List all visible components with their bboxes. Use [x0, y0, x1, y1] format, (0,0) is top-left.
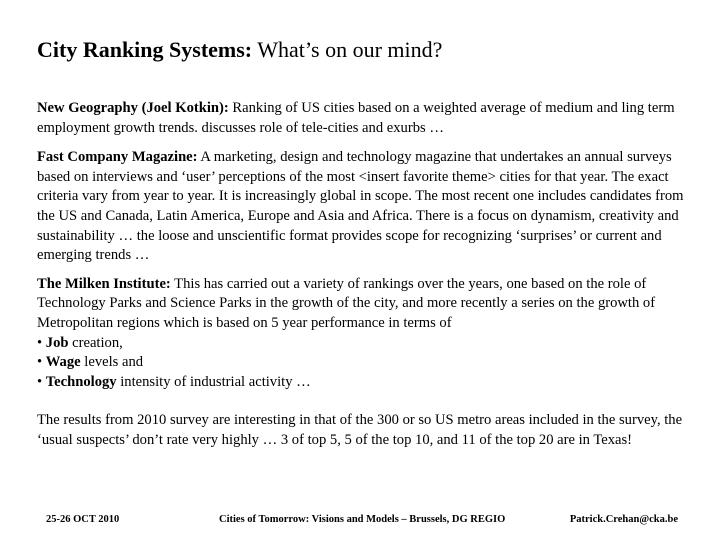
bullet-item-wage-text: levels and — [84, 354, 144, 371]
bullet-marker: • — [37, 373, 43, 390]
bullet-item-technology-bold: Technology — [45, 373, 117, 390]
footer-date: 25-26 OCT 2010 — [46, 514, 120, 525]
fast-company-label: Fast Company Magazine: — [37, 149, 198, 166]
bullet-item-job-text: creation, — [72, 334, 123, 351]
bullet-item-technology — [37, 373, 687, 393]
slide-title — [37, 36, 442, 64]
milken-bullet-list — [37, 334, 687, 393]
bullet-item-job-bold: Job — [45, 334, 69, 351]
milken-label: The Milken Institute: — [37, 275, 171, 292]
fast-company-text: A marketing, design and technology magazine that undertakes an annual surveys based on interviews and ‘user’ perceptions of the most <insert favorite theme> cities for that year. The exact criteria vary from year to year. It is increasingly global in scope. The most recent one includes candidates from the US and Canada, Latin America, Europe and Asia and Africa. There is a focus on dynamism, creativity and sustainability … the loose and unscientific format provides scope for recognizing ‘surprises’ or current and emerging trends … — [37, 149, 684, 264]
bullet-marker: • — [37, 334, 43, 351]
paragraph-results — [37, 411, 687, 450]
bullet-item-wage-bold: Wage — [45, 354, 81, 371]
paragraph-new-geography — [37, 99, 687, 138]
bullet-item-technology-text: intensity of industrial activity … — [120, 373, 311, 390]
bullet-marker: • — [37, 354, 43, 371]
bullet-item-job — [37, 334, 687, 354]
footer-event: Cities of Tomorrow: Visions and Models – Brussels, DG REGIO — [219, 514, 506, 525]
bullet-item-wage — [37, 353, 687, 373]
new-geography-text: Ranking of US cities based on a weighted average of medium and ling term employment growth trends. discusses role of tele-cities and exurbs … — [37, 100, 675, 136]
slide-title-bold: City Ranking Systems: — [37, 37, 253, 62]
paragraph-milken — [37, 275, 687, 334]
paragraph-fast-company — [37, 148, 687, 266]
slide-title-rest: What’s on our mind? — [257, 37, 443, 62]
milken-text: This has carried out a variety of rankings over the years, one based on the role of Technology Parks and Science Parks in the growth of the city, and more recently a series on the growth of Metropolitan regions which is based on 5 year performance in terms of — [37, 275, 656, 331]
new-geography-label: New Geography (Joel Kotkin): — [37, 100, 229, 116]
results-text: The results from 2010 survey are interesting in that of the 300 or so US metro areas included in the survey, the ‘usual suspects’ don’t rate very highly … 3 of top 5, 5 of the top 10, and 11 of the top 20 are in Texas! — [37, 412, 683, 448]
slide-body — [37, 99, 687, 451]
footer-email: Patrick.Crehan@cka.be — [569, 514, 678, 525]
